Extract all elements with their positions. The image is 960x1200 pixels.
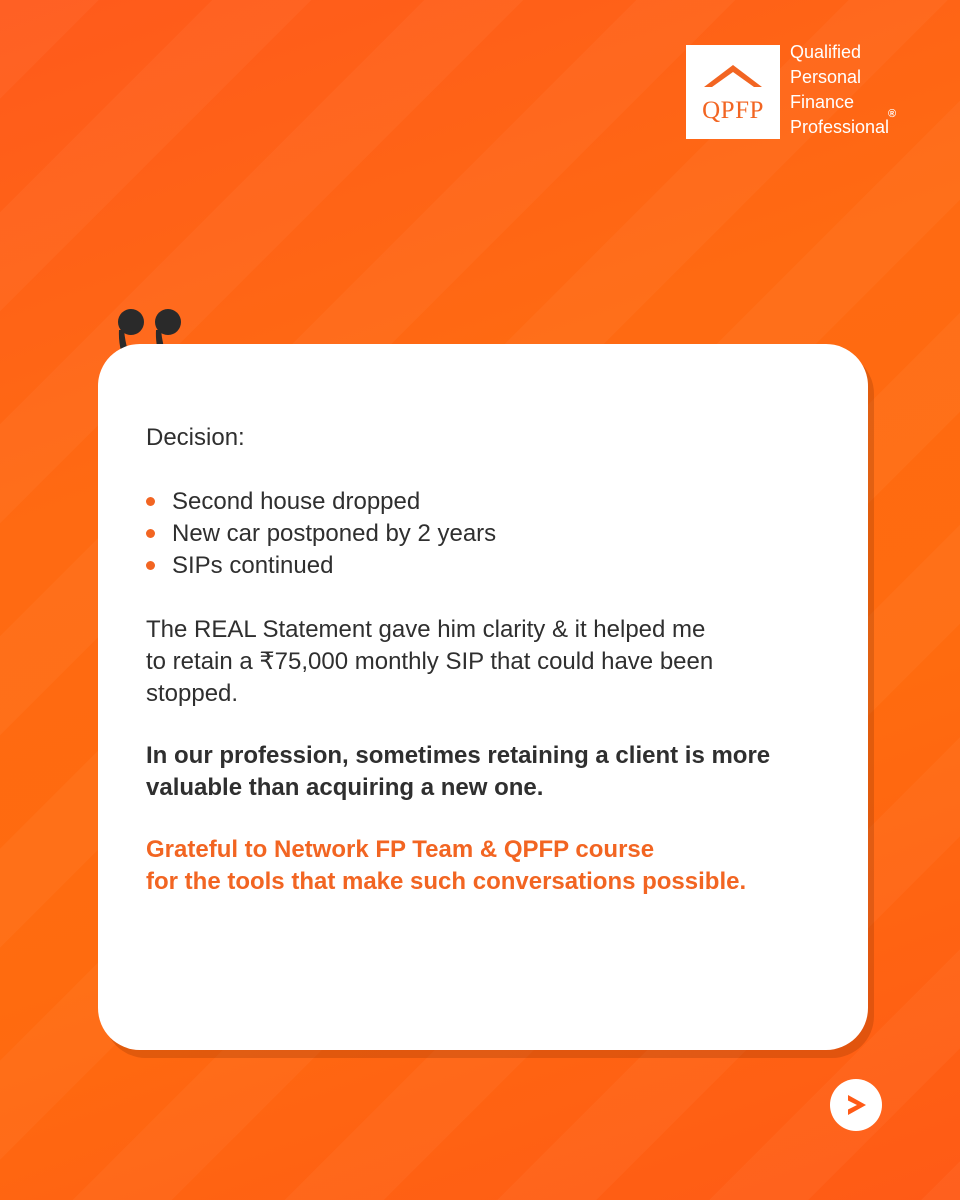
logo-badge [686,45,780,139]
decision-list [146,486,806,582]
list-item [146,486,806,518]
gratitude-paragraph [146,834,806,898]
paragraph-line: for the tools that make such conversations possible. [146,868,747,895]
roof-icon [700,61,766,91]
statement-paragraph [146,614,806,710]
logo-line: Finance [790,92,855,112]
next-arrow-icon [841,1090,871,1120]
logo-wordmark [790,40,889,140]
bullet-icon [146,497,155,506]
brand-logo [686,42,897,142]
logo-line: Personal [790,67,862,87]
next-button[interactable] [830,1079,882,1131]
card-content [146,422,806,898]
bullet-icon [146,561,155,570]
paragraph-line: The REAL Statement gave him clarity & it helped me [146,616,706,643]
paragraph-line: valuable than acquiring a new one. [146,774,544,801]
logo-line: Qualified [790,42,862,62]
list-item [146,550,806,582]
list-item [146,518,806,550]
list-item-text: Second house dropped [172,488,421,515]
bullet-icon [146,529,155,538]
registered-mark: ® [888,108,897,120]
logo-letters: QPFP [702,97,764,124]
logo-line: Professional [790,117,890,137]
profession-paragraph [146,740,806,804]
paragraph-line: stopped. [146,680,239,707]
list-item-text: SIPs continued [172,552,334,579]
paragraph-line: to retain a ₹75,000 monthly SIP that could have been [146,648,714,675]
paragraph-line: Grateful to Network FP Team & QPFP course [146,836,655,863]
paragraph-line: In our profession, sometimes retaining a client is more [146,742,771,769]
decision-heading: Decision: [146,424,245,451]
list-item-text: New car postponed by 2 years [172,520,497,547]
quote-card [98,344,868,1050]
